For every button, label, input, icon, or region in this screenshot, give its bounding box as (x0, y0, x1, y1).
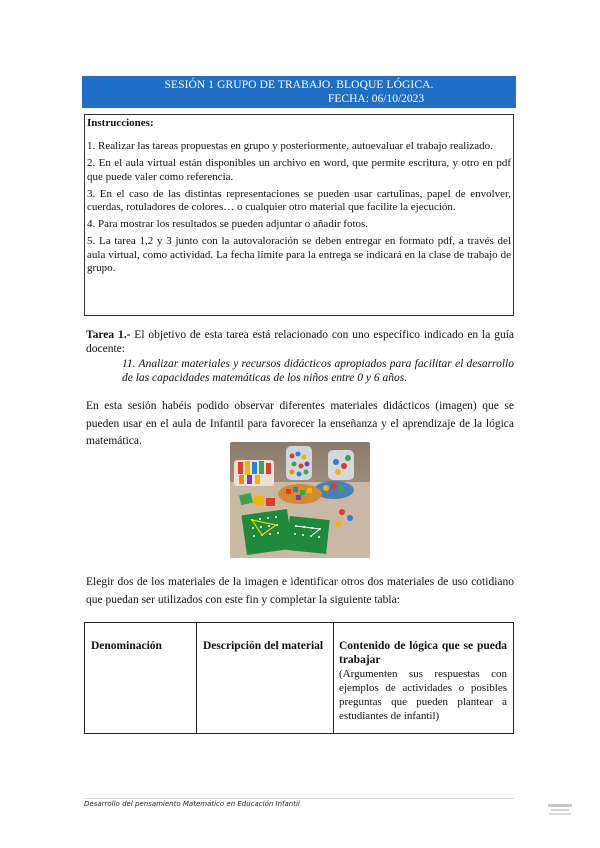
header-denominacion: Denominación (85, 623, 197, 733)
instructions-paragraph: Elegir dos de los materiales de la imagen e identificar otros dos materiales de uso cotidiano que puedan ser utilizados con este fin y completar la siguiente tabla: (86, 576, 514, 606)
header-contenido (334, 623, 513, 733)
footer-text: Desarrollo del pensamiento Matemático en Educación Infantil (84, 800, 300, 808)
task-1-intro (86, 328, 514, 356)
task-1 (86, 328, 514, 385)
university-logo (546, 802, 574, 818)
task-1-objective: 11. Analizar materiales y recursos didácticos apropiados para facilitar el desarrollo de las capacidades matemáticas de los niños entre 0 y 6 años. (122, 358, 514, 384)
task-1-label: Tarea 1.- (86, 329, 131, 341)
materials-paragraph: En esta sesión habéis podido observar diferentes materiales didácticos (imagen) que se pueden usar en el aula de Infantil para favorecer la enseñanza y el aprendizaje de la lógica matemática. (86, 400, 514, 447)
materials-table (84, 622, 514, 734)
session-header (82, 76, 516, 108)
instructions-title: Instrucciones: (87, 117, 154, 129)
header-contenido-description: (Argumenten sus respuestas con ejemplos de actividades o posibles preguntas que pueden plantear a estudiantes de infantil) (339, 668, 507, 722)
session-date: FECHA: 06/10/2023 (328, 93, 425, 105)
header-descripcion: Descripción del material (197, 623, 334, 733)
instruction-item: 4. Para mostrar los resultados se pueden adjuntar o añadir fotos. (87, 218, 369, 231)
materials-photo (230, 442, 370, 558)
footer-divider (84, 798, 514, 799)
instruction-item: 5. La tarea 1,2 y 3 junto con la autovaloración se deben entregar en formato pdf, a través del aula virtual, como actividad. La fecha límite para la entrega se indicará en la clase de trabajo de grupo. (87, 235, 511, 274)
instruction-item: 2. En el aula virtual están disponibles un archivo en word, que permite escritura, y otro en pdf que puede valer como referencia. (87, 157, 511, 183)
header-contenido-title: Contenido de lógica que se pueda trabajar (339, 640, 507, 666)
logo-icon (546, 802, 574, 818)
task-1-text: El objetivo de esta tarea está relacionado con uno específico indicado en la guía docente: (86, 329, 514, 355)
instruction-item: 1. Realizar las tareas propuestas en grupo y posteriormente, autoevaluar el trabajo realizado. (87, 140, 493, 153)
materials-photo-drawing (230, 442, 370, 558)
instructions-box (84, 114, 514, 316)
instruction-item: 3. En el caso de las distintas representaciones se pueden usar cartulinas, papel de envolver, cuerdas, rotuladores de colores… o cualquier otro material que facilite la ejecución. (87, 187, 511, 214)
session-title: SESIÓN 1 GRUPO DE TRABAJO. BLOQUE LÓGICA. (164, 79, 434, 91)
